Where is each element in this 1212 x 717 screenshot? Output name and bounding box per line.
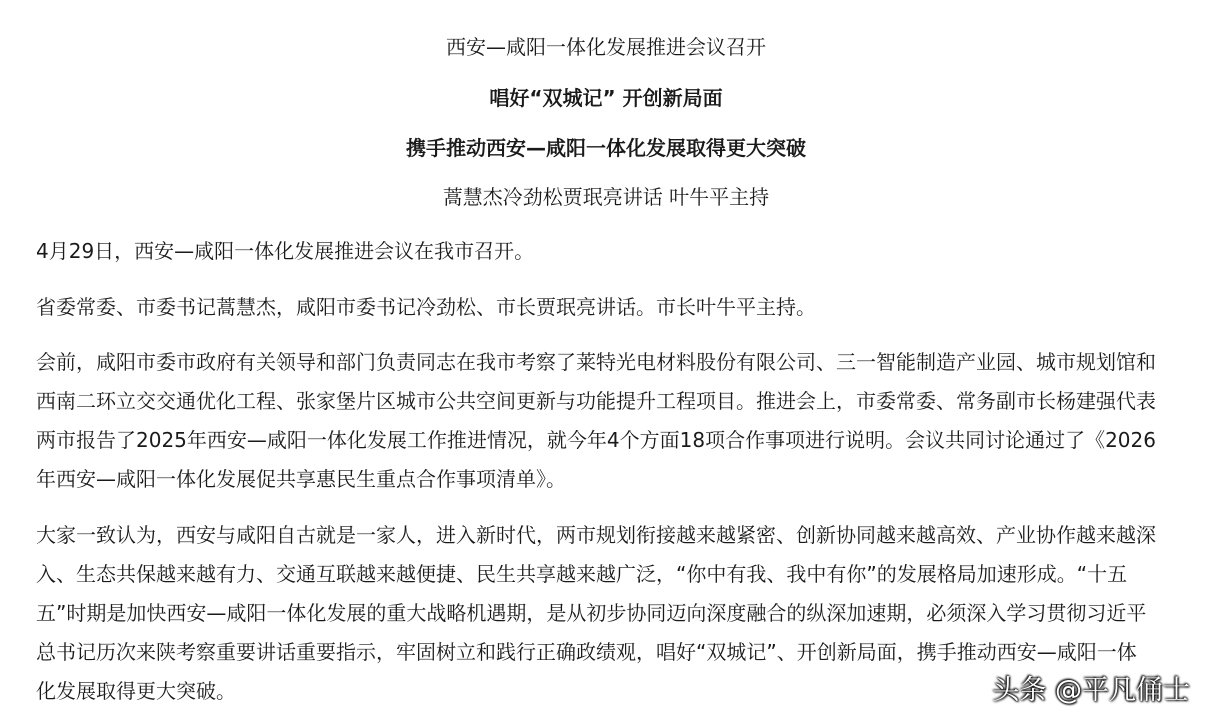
paragraph-line: 大家一致认为，西安与咸阳自古就是一家人，进入新时代，两市规划衔接越来越紧密、创新协同越来越高效、产业协作越来越深 <box>36 523 1156 547</box>
toutiao-watermark: 头条 @平凡俑士 <box>992 675 1190 706</box>
article-title-line-2: 携手推动西安—咸阳一体化发展取得更大突破 <box>406 136 806 160</box>
paragraph-line: 入、生态共保越来越有力、交通互联越来越便捷、民生共享越来越广泛，“你中有我、我中有你”的发展格局加速形成。“十五 <box>36 562 1128 586</box>
paragraph-1 <box>36 232 1176 271</box>
paragraph-line: 两市报告了2025年西安—咸阳一体化发展工作推进情况，就今年4个方面18项合作事项进行说明。会议共同讨论通过了《2026 <box>36 428 1156 452</box>
paragraph-line: 化发展取得更大突破。 <box>36 679 236 703</box>
paragraph-line: 4月29日，西安—咸阳一体化发展推进会议在我市召开。 <box>36 239 535 263</box>
article-kicker: 西安—咸阳一体化发展推进会议召开 <box>446 35 766 59</box>
paragraph-line: 省委常委、市委书记蒿慧杰，咸阳市委书记冷劲松、市长贾珉亮讲话。市长叶牛平主持。 <box>36 295 816 319</box>
article-title-line-1: 唱好“双城记” 开创新局面 <box>489 86 723 110</box>
paragraph-2 <box>36 288 1176 327</box>
paragraph-line: 会前，咸阳市委市政府有关领导和部门负责同志在我市考察了莱特光电材料股份有限公司、三一智能制造产业园、城市规划馆和 <box>36 350 1156 374</box>
article-subtitle: 蒿慧杰冷劲松贾珉亮讲话 叶牛平主持 <box>442 185 770 209</box>
paragraph-line: 五”时期是加快西安—咸阳一体化发展的重大战略机遇期，是从初步协同迈向深度融合的纵深加速期，必须深入学习贯彻习近平 <box>36 601 1147 625</box>
paragraph-line: 总书记历次来陕考察重要讲话重要指示，牢固树立和践行正确政绩观，唱好“双城记”、开创新局面，携手推动西安—咸阳一体 <box>36 640 1137 664</box>
paragraph-line: 年西安—咸阳一体化发展促共享惠民生重点合作事项清单》。 <box>36 467 566 491</box>
paragraph-line: 西南二环立交交通优化工程、张家堡片区城市公共空间更新与功能提升工程项目。推进会上，市委常委、常务副市长杨建强代表 <box>36 389 1156 413</box>
paragraph-3 <box>36 343 1176 499</box>
